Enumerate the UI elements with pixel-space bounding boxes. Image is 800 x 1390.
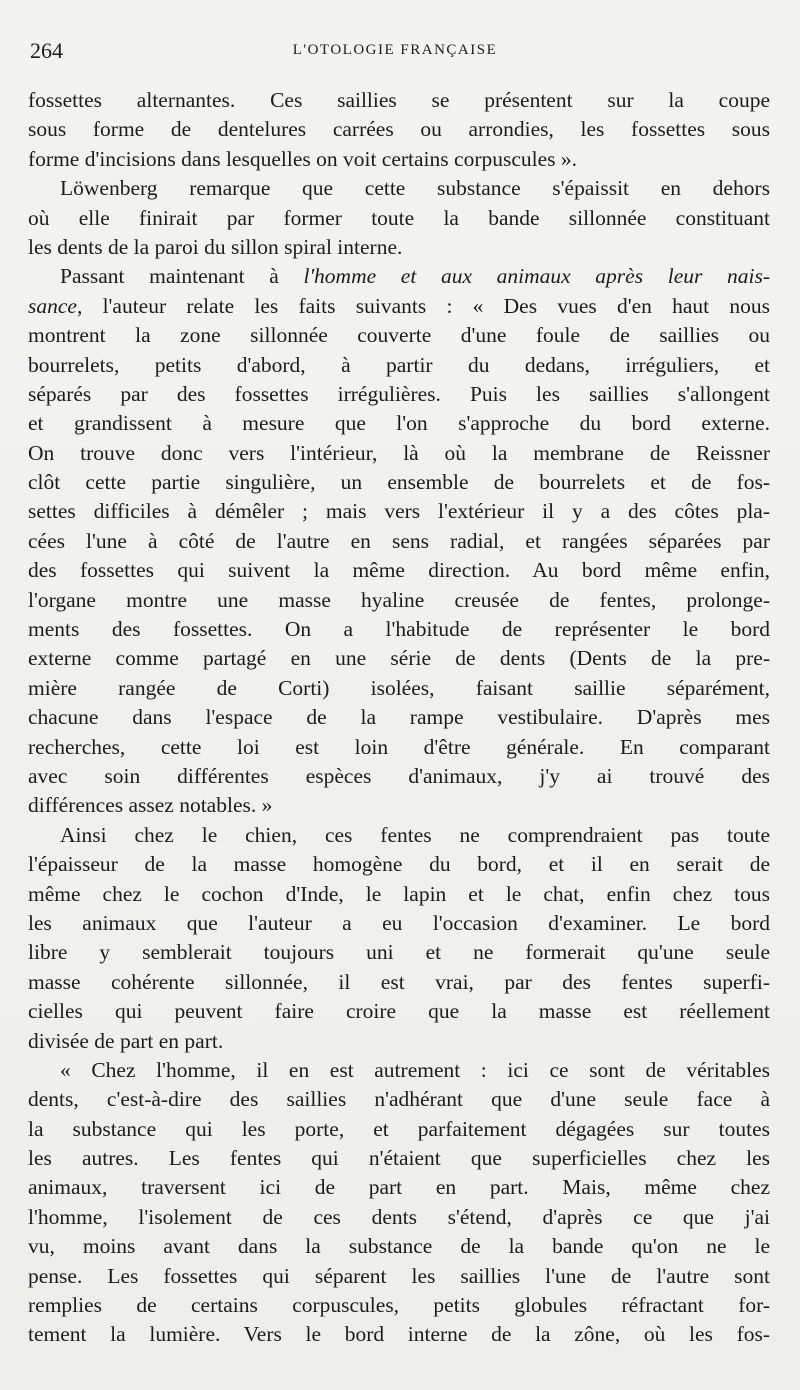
text-line: séparés par des fossettes irrégulières. Puis les saillies s'allongent	[28, 381, 770, 406]
text-line: sous forme de dentelures carrées ou arrondies, les fossettes sous	[28, 117, 770, 142]
text-line: des fossettes qui suivent la même direction. Au bord même enfin,	[28, 558, 770, 583]
text-segment: Passant maintenant à	[60, 264, 279, 289]
body-text	[28, 86, 770, 1350]
text-line: montrent la zone sillonnée couverte d'une foule de saillies ou	[28, 323, 770, 348]
text-line: mière rangée de Corti) isolées, faisant saillie séparément,	[28, 675, 770, 700]
text-line: masse cohérente sillonnée, il est vrai, par des fentes superfi-	[28, 969, 770, 994]
text-line: ments des fossettes. On a l'habitude de représenter le bord	[28, 617, 770, 642]
text-line: forme d'incisions dans lesquelles on voit certains corpuscules ».	[28, 146, 578, 171]
text-line-with-italic	[28, 292, 770, 321]
text-line: Ainsi chez le chien, ces fentes ne comprendraient pas toute	[60, 822, 770, 847]
text-line: fossettes alternantes. Ces saillies se présentent sur la coupe	[28, 88, 770, 112]
text-line: l'homme, l'isolement de ces dents s'étend, d'après ce que j'ai	[28, 1204, 770, 1229]
text-line: On trouve donc vers l'intérieur, là où la membrane de Reissner	[28, 440, 770, 465]
text-line: « Chez l'homme, il en est autrement : ici ce sont de véritables	[60, 1057, 770, 1082]
text-line: settes difficiles à démêler ; mais vers l'extérieur il y a des côtes pla-	[28, 499, 770, 524]
page-number: 264	[30, 38, 63, 63]
text-line: externe comme partagé en une série de dents (Dents de la pre-	[28, 646, 770, 671]
text-line: l'organe montre une masse hyaline creusée de fentes, prolonge-	[28, 587, 770, 612]
text-line: et grandissent à mesure que l'on s'approche du bord externe.	[28, 411, 770, 436]
text-line: recherches, cette loi est loin d'être générale. En comparant	[28, 734, 770, 759]
italic-phrase-end: sance	[28, 293, 77, 318]
text-line-with-italic	[28, 262, 770, 291]
text-line: divisée de part en part.	[28, 1028, 224, 1053]
text-line: les dents de la paroi du sillon spiral interne.	[28, 234, 403, 259]
text-line: vu, moins avant dans la substance de la bande qu'on ne le	[28, 1234, 770, 1259]
text-line: libre y semblerait toujours uni et ne formerait qu'une seule	[28, 940, 770, 965]
text-line: différences assez notables. »	[28, 793, 273, 818]
italic-phrase: l'homme et aux animaux après leur nais-	[303, 264, 770, 289]
text-line: bourrelets, petits d'abord, à partir du dedans, irréguliers, et	[28, 352, 770, 377]
running-title: L'OTOLOGIE FRANÇAISE	[292, 42, 498, 58]
text-line: la substance qui les porte, et parfaitement dégagées sur toutes	[28, 1116, 770, 1141]
text-line: pense. Les fossettes qui séparent les saillies l'une de l'autre sont	[28, 1263, 770, 1288]
text-line: clôt cette partie singulière, un ensemble de bourrelets et de fos-	[28, 470, 770, 495]
text-line: même chez le cochon d'Inde, le lapin et le chat, enfin chez tous	[28, 881, 770, 906]
text-line: Löwenberg remarque que cette substance s'épaissit en dehors	[60, 176, 770, 201]
page-header	[30, 38, 760, 62]
text-line: remplies de certains corpuscules, petits globules réfractant for-	[28, 1293, 770, 1318]
text-line: chacune dans l'espace de la rampe vestibulaire. D'après mes	[28, 705, 770, 730]
text-line: les autres. Les fentes qui n'étaient que superficielles chez les	[28, 1146, 770, 1171]
text-line: où elle finirait par former toute la bande sillonnée constituant	[28, 205, 770, 230]
text-line: tement la lumière. Vers le bord interne de la zône, où les fos-	[28, 1322, 770, 1347]
text-line: l'épaisseur de la masse homogène du bord, et il en serait de	[28, 852, 770, 877]
text-segment: , l'auteur relate les faits suivants : « Des vues d'en haut nous	[76, 293, 770, 318]
text-line: avec soin différentes espèces d'animaux, j'y ai trouvé des	[28, 763, 770, 788]
text-line: cielles qui peuvent faire croire que la masse est réellement	[28, 999, 770, 1024]
text-line: cées l'une à côté de l'autre en sens radial, et rangées séparées par	[28, 528, 770, 553]
text-line: les animaux que l'auteur a eu l'occasion d'examiner. Le bord	[28, 910, 770, 935]
text-line: animaux, traversent ici de part en part. Mais, même chez	[28, 1175, 770, 1200]
text-line: dents, c'est-à-dire des saillies n'adhérant que d'une seule face à	[28, 1087, 770, 1112]
